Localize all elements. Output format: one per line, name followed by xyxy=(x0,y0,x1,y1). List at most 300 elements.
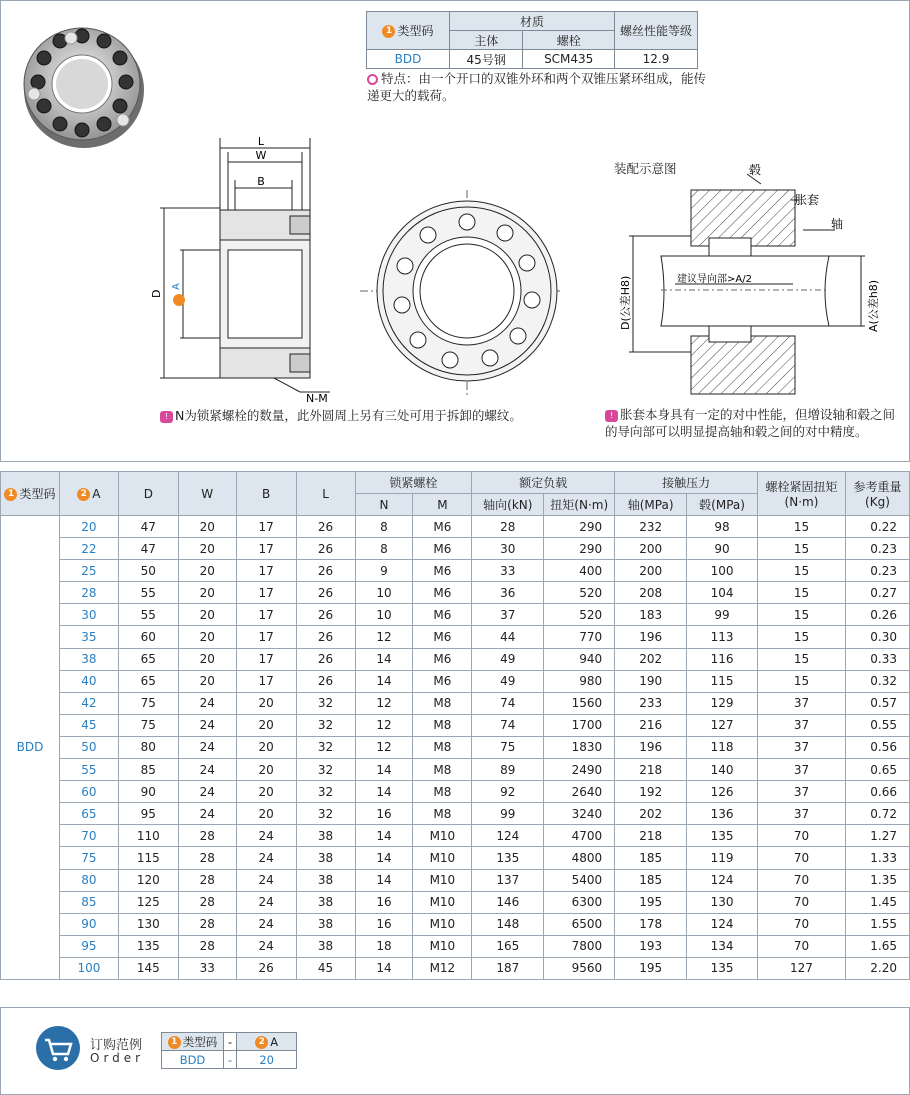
table-row xyxy=(1,560,910,582)
table-cell: 75 xyxy=(118,692,178,714)
note-icon: ! xyxy=(605,410,618,422)
table-cell: M10 xyxy=(413,825,472,847)
table-cell: 75 xyxy=(472,736,544,758)
table-cell: 49 xyxy=(472,670,544,692)
table-cell: 85 xyxy=(59,891,118,913)
table-cell: 37 xyxy=(758,736,846,758)
table-cell: 15 xyxy=(758,670,846,692)
table-cell: 95 xyxy=(118,803,178,825)
table-cell: 8 xyxy=(355,516,413,538)
order-title: 订购范例 xyxy=(90,1038,143,1053)
type-value: BDD xyxy=(367,50,450,69)
table-cell: 140 xyxy=(687,759,758,781)
table-cell: 80 xyxy=(59,869,118,891)
assembly-drawing xyxy=(615,160,905,400)
spec-axial-header: 轴向(kN) xyxy=(472,494,544,516)
table-cell: 85 xyxy=(118,759,178,781)
table-cell: 115 xyxy=(687,670,758,692)
table-cell: 0.55 xyxy=(845,714,909,736)
table-cell: 4700 xyxy=(544,825,615,847)
body-value: 45号钢 xyxy=(450,50,523,69)
table-cell: M10 xyxy=(413,935,472,957)
table-cell: 92 xyxy=(472,781,544,803)
table-row xyxy=(1,781,910,803)
table-cell: 70 xyxy=(758,869,846,891)
table-cell: 14 xyxy=(355,847,413,869)
table-cell: 26 xyxy=(296,648,355,670)
sleeve-label: 胀套 xyxy=(795,193,820,207)
badge-2-icon: 2 xyxy=(77,488,90,501)
table-cell: 12 xyxy=(355,736,413,758)
order-type-value: BDD xyxy=(162,1051,224,1069)
table-cell: 8 xyxy=(355,538,413,560)
table-cell: 28 xyxy=(178,847,236,869)
table-row xyxy=(1,516,910,538)
table-cell: 0.66 xyxy=(845,781,909,803)
table-cell: 26 xyxy=(296,516,355,538)
table-cell: 200 xyxy=(615,560,687,582)
order-table xyxy=(161,1032,297,1069)
table-cell: 32 xyxy=(296,714,355,736)
table-cell: 218 xyxy=(615,759,687,781)
table-cell: 20 xyxy=(236,759,296,781)
order-dash: - xyxy=(224,1033,237,1051)
table-cell: 1560 xyxy=(544,692,615,714)
table-cell: 0.30 xyxy=(845,626,909,648)
table-cell: 110 xyxy=(118,825,178,847)
table-cell: 3240 xyxy=(544,803,615,825)
table-cell: 38 xyxy=(296,913,355,935)
table-row xyxy=(1,891,910,913)
table-cell: 208 xyxy=(615,582,687,604)
table-cell: 192 xyxy=(615,781,687,803)
table-cell: 20 xyxy=(236,714,296,736)
table-cell: 32 xyxy=(296,803,355,825)
table-cell: 15 xyxy=(758,648,846,670)
table-cell: 202 xyxy=(615,803,687,825)
table-row xyxy=(1,582,910,604)
table-cell: 148 xyxy=(472,913,544,935)
table-cell: 70 xyxy=(59,825,118,847)
table-row xyxy=(1,935,910,957)
spec-A-header: 2 A xyxy=(59,472,118,516)
table-cell: 17 xyxy=(236,516,296,538)
table-row xyxy=(1,957,910,979)
table-cell: 28 xyxy=(178,869,236,891)
spec-torque-header: 扭矩(N·m) xyxy=(544,494,615,516)
table-cell: 24 xyxy=(236,869,296,891)
spec-table xyxy=(0,471,910,980)
table-cell: 202 xyxy=(615,648,687,670)
table-cell: M8 xyxy=(413,692,472,714)
table-cell: 0.23 xyxy=(845,560,909,582)
table-cell: 99 xyxy=(687,604,758,626)
material-table xyxy=(366,11,698,69)
table-cell: M10 xyxy=(413,869,472,891)
body-header: 主体 xyxy=(450,31,523,50)
table-cell: 65 xyxy=(59,803,118,825)
order-type-header: 1 类型码 xyxy=(162,1033,224,1051)
table-cell: 30 xyxy=(472,538,544,560)
table-cell: 216 xyxy=(615,714,687,736)
table-cell: 65 xyxy=(118,670,178,692)
table-cell: 12 xyxy=(355,692,413,714)
table-cell: 17 xyxy=(236,626,296,648)
bolt-value: SCM435 xyxy=(523,50,615,69)
table-cell: 770 xyxy=(544,626,615,648)
spec-tighten-header: 螺栓紧固扭矩 (N·m) xyxy=(758,472,846,516)
table-cell: 137 xyxy=(472,869,544,891)
table-cell: 44 xyxy=(472,626,544,648)
table-cell: 17 xyxy=(236,582,296,604)
spec-D-header: D xyxy=(118,472,178,516)
table-cell: 28 xyxy=(59,582,118,604)
table-cell: 45 xyxy=(59,714,118,736)
table-cell: 89 xyxy=(472,759,544,781)
table-cell: 134 xyxy=(687,935,758,957)
hub-label: 毂 xyxy=(749,163,762,177)
table-cell: 26 xyxy=(296,582,355,604)
table-cell: 145 xyxy=(118,957,178,979)
table-cell: 70 xyxy=(758,913,846,935)
shaft-label: 轴 xyxy=(831,217,844,231)
table-cell: 135 xyxy=(118,935,178,957)
table-row xyxy=(1,626,910,648)
table-cell: 20 xyxy=(236,692,296,714)
table-row xyxy=(1,648,910,670)
table-cell: 40 xyxy=(59,670,118,692)
table-cell: 178 xyxy=(615,913,687,935)
table-cell: 16 xyxy=(355,803,413,825)
table-cell: 32 xyxy=(296,736,355,758)
order-dash: - xyxy=(224,1051,237,1069)
table-cell: 24 xyxy=(178,714,236,736)
table-cell: 47 xyxy=(118,538,178,560)
dim-B: B xyxy=(257,175,265,188)
table-cell: 290 xyxy=(544,516,615,538)
table-cell: 6300 xyxy=(544,891,615,913)
spec-weight-header: 参考重量 (Kg) xyxy=(845,472,909,516)
table-cell: 38 xyxy=(296,825,355,847)
table-cell: 17 xyxy=(236,670,296,692)
note-icon: ! xyxy=(160,411,173,423)
table-cell: 36 xyxy=(472,582,544,604)
table-cell: M8 xyxy=(413,803,472,825)
table-cell: 38 xyxy=(296,935,355,957)
badge-1-icon: 1 xyxy=(382,25,395,38)
table-cell: 28 xyxy=(178,935,236,957)
table-cell: 26 xyxy=(296,626,355,648)
table-cell: 520 xyxy=(544,604,615,626)
grade-header: 螺丝性能等级 xyxy=(615,12,698,50)
table-cell: 218 xyxy=(615,825,687,847)
table-cell: M6 xyxy=(413,516,472,538)
dim-W: W xyxy=(255,149,267,162)
table-cell: 20 xyxy=(178,626,236,648)
table-cell: 90 xyxy=(687,538,758,560)
table-cell: 70 xyxy=(758,825,846,847)
table-cell: 290 xyxy=(544,538,615,560)
table-cell: 232 xyxy=(615,516,687,538)
dim-L: L xyxy=(257,135,265,148)
table-cell: M8 xyxy=(413,714,472,736)
table-cell: 14 xyxy=(355,759,413,781)
side-view-drawing xyxy=(150,130,370,405)
d-label: D(公差H8) xyxy=(619,275,632,330)
table-cell: 75 xyxy=(59,847,118,869)
badge-1-icon: 1 xyxy=(4,488,17,501)
table-cell: 55 xyxy=(59,759,118,781)
table-cell: 18 xyxy=(355,935,413,957)
table-cell: 4800 xyxy=(544,847,615,869)
table-cell: 15 xyxy=(758,604,846,626)
cart-icon xyxy=(34,1024,82,1072)
table-cell: 14 xyxy=(355,957,413,979)
table-cell: 6500 xyxy=(544,913,615,935)
table-cell: 12 xyxy=(355,626,413,648)
table-row xyxy=(1,803,910,825)
table-cell: 26 xyxy=(296,560,355,582)
table-cell: 196 xyxy=(615,736,687,758)
table-cell: 127 xyxy=(687,714,758,736)
feature-icon xyxy=(367,74,378,85)
table-cell: 5400 xyxy=(544,869,615,891)
table-cell: 15 xyxy=(758,626,846,648)
bolt-count-note: ! N为锁紧螺栓的数量，此外圆周上另有三处可用于拆卸的螺纹。 xyxy=(160,406,522,424)
table-cell: M8 xyxy=(413,759,472,781)
table-cell: 16 xyxy=(355,913,413,935)
table-cell: M12 xyxy=(413,957,472,979)
table-cell: 75 xyxy=(118,714,178,736)
table-cell: 33 xyxy=(178,957,236,979)
product-photo xyxy=(18,14,148,152)
table-cell: 20 xyxy=(236,781,296,803)
table-cell: 50 xyxy=(118,560,178,582)
table-row xyxy=(1,604,910,626)
table-cell: 520 xyxy=(544,582,615,604)
spec-pressure-header: 接触压力 xyxy=(615,472,758,494)
table-cell: 32 xyxy=(296,759,355,781)
order-subtitle: Order xyxy=(90,1051,145,1065)
table-cell: 1.35 xyxy=(845,869,909,891)
table-cell: 118 xyxy=(687,736,758,758)
table-cell: 0.23 xyxy=(845,538,909,560)
table-cell: 28 xyxy=(178,891,236,913)
table-cell: 20 xyxy=(178,560,236,582)
table-cell: 135 xyxy=(472,847,544,869)
table-cell: 125 xyxy=(118,891,178,913)
a-label: A(公差h8) xyxy=(867,279,880,332)
table-cell: 38 xyxy=(59,648,118,670)
table-cell: 119 xyxy=(687,847,758,869)
table-cell: 95 xyxy=(59,935,118,957)
table-cell: M6 xyxy=(413,648,472,670)
table-cell: 99 xyxy=(472,803,544,825)
table-cell: 17 xyxy=(236,538,296,560)
table-cell: 17 xyxy=(236,560,296,582)
table-cell: 90 xyxy=(118,781,178,803)
table-cell: 24 xyxy=(178,692,236,714)
table-cell: 24 xyxy=(178,736,236,758)
table-cell: 0.22 xyxy=(845,516,909,538)
table-cell: 14 xyxy=(355,648,413,670)
table-cell: 0.32 xyxy=(845,670,909,692)
table-cell: 15 xyxy=(758,582,846,604)
table-cell: 24 xyxy=(178,803,236,825)
table-cell: 124 xyxy=(472,825,544,847)
table-cell: M10 xyxy=(413,847,472,869)
table-cell: M10 xyxy=(413,891,472,913)
table-cell: M6 xyxy=(413,538,472,560)
table-cell: 14 xyxy=(355,869,413,891)
spec-load-header: 额定负载 xyxy=(472,472,615,494)
table-cell: 9560 xyxy=(544,957,615,979)
table-cell: 9 xyxy=(355,560,413,582)
table-cell: 26 xyxy=(296,670,355,692)
table-cell: 74 xyxy=(472,714,544,736)
table-row xyxy=(1,913,910,935)
table-cell: 1700 xyxy=(544,714,615,736)
table-cell: 32 xyxy=(296,781,355,803)
table-cell: 980 xyxy=(544,670,615,692)
table-row xyxy=(1,714,910,736)
table-cell: 1830 xyxy=(544,736,615,758)
table-cell: M6 xyxy=(413,670,472,692)
table-cell: 20 xyxy=(178,582,236,604)
table-cell: 20 xyxy=(178,648,236,670)
table-cell: 24 xyxy=(236,825,296,847)
spec-W-header: W xyxy=(178,472,236,516)
badge-2-icon xyxy=(173,294,185,306)
table-cell: 37 xyxy=(758,803,846,825)
table-cell: 37 xyxy=(758,714,846,736)
table-cell: 0.27 xyxy=(845,582,909,604)
table-cell: 37 xyxy=(758,692,846,714)
table-cell: 185 xyxy=(615,869,687,891)
table-cell: 200 xyxy=(615,538,687,560)
table-cell: 20 xyxy=(178,604,236,626)
table-cell: 195 xyxy=(615,957,687,979)
table-cell: 14 xyxy=(355,670,413,692)
bolt-header: 螺栓 xyxy=(523,31,615,50)
table-cell: 1.33 xyxy=(845,847,909,869)
dim-A: A xyxy=(171,283,182,290)
table-cell: 2.20 xyxy=(845,957,909,979)
table-cell: 0.65 xyxy=(845,759,909,781)
table-cell: 400 xyxy=(544,560,615,582)
table-cell: 233 xyxy=(615,692,687,714)
badge-2-icon: 2 xyxy=(255,1036,268,1049)
table-row xyxy=(1,538,910,560)
table-cell: 50 xyxy=(59,736,118,758)
grade-value: 12.9 xyxy=(615,50,698,69)
table-row xyxy=(1,825,910,847)
spec-M-header: M xyxy=(413,494,472,516)
table-cell: 146 xyxy=(472,891,544,913)
centering-note: ! 胀套本身具有一定的对中性能，但增设轴和毂之间的导向部可以明显提高轴和毂之间的对中精度。 xyxy=(605,407,896,439)
table-row xyxy=(1,869,910,891)
table-cell: 185 xyxy=(615,847,687,869)
table-cell: 90 xyxy=(59,913,118,935)
table-cell: 124 xyxy=(687,869,758,891)
table-cell: 196 xyxy=(615,626,687,648)
table-cell: 135 xyxy=(687,825,758,847)
table-cell: 70 xyxy=(758,891,846,913)
spec-pshaft-header: 轴(MPa) xyxy=(615,494,687,516)
table-cell: 136 xyxy=(687,803,758,825)
table-cell: 17 xyxy=(236,648,296,670)
table-cell: 17 xyxy=(236,604,296,626)
spec-phub-header: 毂(MPa) xyxy=(687,494,758,516)
table-cell: 26 xyxy=(236,957,296,979)
table-cell: 28 xyxy=(472,516,544,538)
table-cell: 115 xyxy=(118,847,178,869)
table-row xyxy=(1,759,910,781)
table-cell: 187 xyxy=(472,957,544,979)
table-cell: 104 xyxy=(687,582,758,604)
table-cell: 20 xyxy=(236,803,296,825)
table-cell: 100 xyxy=(59,957,118,979)
table-cell: 60 xyxy=(118,626,178,648)
badge-1-icon: 1 xyxy=(168,1036,181,1049)
table-cell: 26 xyxy=(296,538,355,560)
table-cell: 60 xyxy=(59,781,118,803)
table-cell: 1.55 xyxy=(845,913,909,935)
order-A-value: 20 xyxy=(237,1051,297,1069)
table-cell: 1.65 xyxy=(845,935,909,957)
table-cell: 38 xyxy=(296,847,355,869)
table-cell: 14 xyxy=(355,825,413,847)
table-cell: 25 xyxy=(59,560,118,582)
table-cell: 2640 xyxy=(544,781,615,803)
table-cell: 124 xyxy=(687,913,758,935)
table-cell: 183 xyxy=(615,604,687,626)
table-cell: 74 xyxy=(472,692,544,714)
table-cell: 37 xyxy=(758,781,846,803)
table-cell: 10 xyxy=(355,604,413,626)
table-cell: 33 xyxy=(472,560,544,582)
type-header: 1 类型码 xyxy=(367,12,450,50)
table-cell: 28 xyxy=(178,913,236,935)
table-cell: 126 xyxy=(687,781,758,803)
table-cell: 32 xyxy=(296,692,355,714)
table-cell: 24 xyxy=(236,935,296,957)
table-cell: 120 xyxy=(118,869,178,891)
table-cell: 127 xyxy=(758,957,846,979)
table-cell: 35 xyxy=(59,626,118,648)
front-view-drawing xyxy=(360,190,560,400)
table-cell: 28 xyxy=(178,825,236,847)
feature-note: 特点：由一个开口的双锥外环和两个双锥压紧环组成，能传递更大的载荷。 xyxy=(367,71,707,103)
table-cell: 0.72 xyxy=(845,803,909,825)
table-cell: 98 xyxy=(687,516,758,538)
table-cell: M6 xyxy=(413,560,472,582)
table-cell: 2490 xyxy=(544,759,615,781)
table-cell: 193 xyxy=(615,935,687,957)
table-cell: 15 xyxy=(758,538,846,560)
table-cell: 20 xyxy=(59,516,118,538)
table-cell: 24 xyxy=(236,847,296,869)
table-cell: 42 xyxy=(59,692,118,714)
spec-type-header: 1 类型码 xyxy=(1,472,60,516)
table-cell: 113 xyxy=(687,626,758,648)
table-cell: M10 xyxy=(413,913,472,935)
table-cell: 130 xyxy=(687,891,758,913)
table-cell: 65 xyxy=(118,648,178,670)
table-cell: 1.27 xyxy=(845,825,909,847)
table-cell: 70 xyxy=(758,847,846,869)
table-cell: 24 xyxy=(236,891,296,913)
